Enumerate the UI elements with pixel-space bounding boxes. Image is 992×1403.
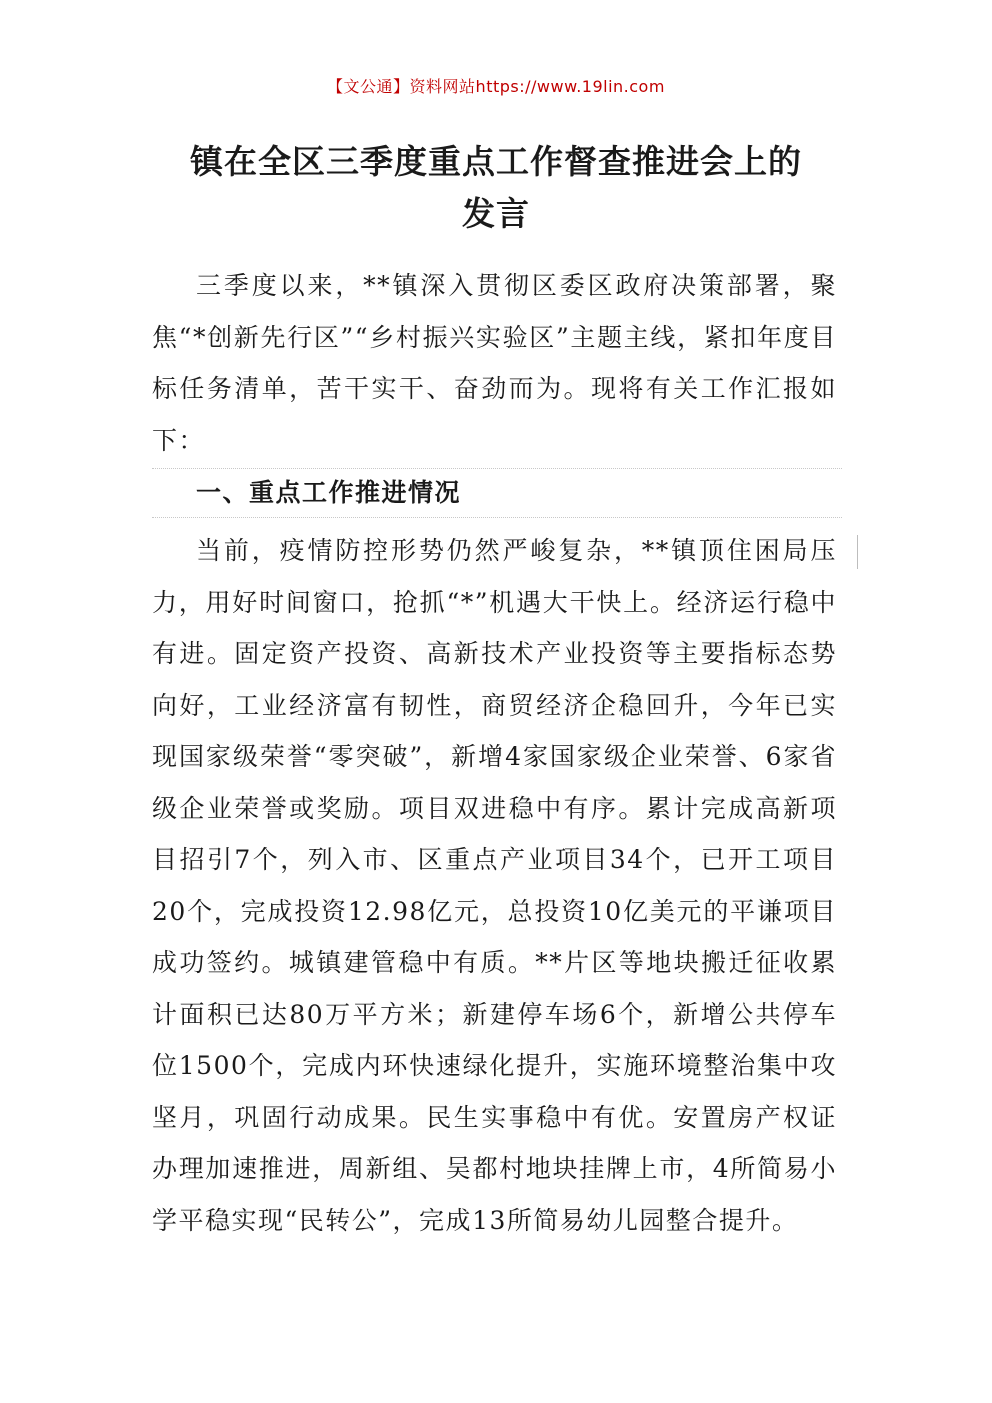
section-heading: 一、重点工作推进情况 [196,478,462,507]
title-line-2: 发言 [462,194,530,233]
title-line-1: 镇在全区三季度重点工作督查推进会上的 [190,142,802,181]
text-cursor-mark [857,535,858,569]
section-heading-box [152,468,842,518]
section-body-paragraph: 当前，疫情防控形势仍然严峻复杂，**镇顶住困局压力，用好时间窗口，抢抓“*”机遇大干快上。经济运行稳中有进。固定资产投资、高新技术产业投资等主要指标态势向好，工业经济富有韧性，商贸经济企稳回升，今年已实现国家级荣誉“零突破”，新增4家国家级企业荣誉、6家省级企业荣誉或奖励。项目双进稳中有序。累计完成高新项目招引7个，列入市、区重点产业项目34个，已开工项目20个，完成投资12.98亿元，总投资10亿美元的平谦项目成功签约。城镇建管稳中有质。**片区等地块搬迁征收累计面积已达80万平方米；新建停车场6个，新增公共停车位1500个，完成内环快速绿化提升，实施环境整治集中攻坚月，巩固行动成果。民生实事稳中有优。安置房产权证办理加速推进，周新组、吴都村地块挂牌上市，4所简易小学平稳实现“民转公”，完成13所简易幼儿园整合提升。 [152,536,837,1235]
document-title [150,136,842,240]
header-watermark-link: 【文公通】资料网站https://www.19lin.com [327,77,665,96]
intro-paragraph: 三季度以来，**镇深入贯彻区委区政府决策部署，聚焦“*创新先行区”“乡村振兴实验区”主题主线，紧扣年度目标任务清单，苦干实干、奋劲而为。现将有关工作汇报如下： [152,271,837,455]
